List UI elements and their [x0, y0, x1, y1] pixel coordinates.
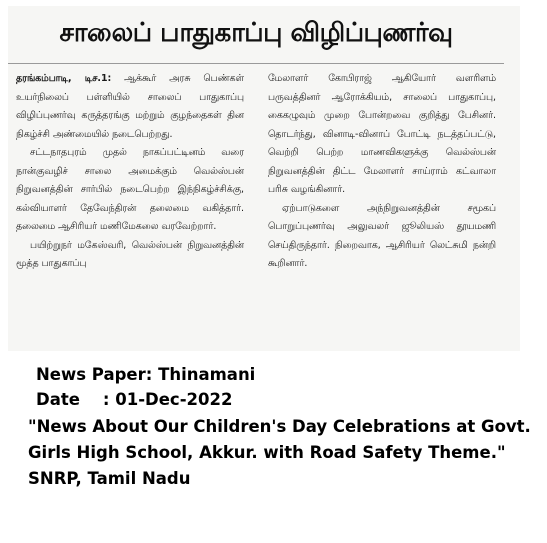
article-paragraph [16, 70, 244, 144]
caption-block [28, 362, 543, 492]
article-paragraph: சட்டநாதபுரம் முதல் நாகப்பட்டினம் வரை நான்குவழிச் சாலை அமைக்கும் வெல்ஸ்பன் நிறுவனத்தின் சார்பில் நடைபெற்ற இந்நிகழ்ச்சிக்கு, கல்வியாளர் தேவேந்திரன் தலைமை வகித்தார். தலைமை ஆசிரியர் மணிமேகலை வரவேற்றார். [16, 147, 244, 232]
caption-title: "News About Our Children's Day Celebrations at Govt. Girls High School, Akkur. with Road Safety Theme." SNRP, Tamil Nadu [28, 417, 531, 488]
article-headline: சாலைப் பாதுகாப்பு விழிப்புணர்வு [59, 18, 453, 48]
article-paragraph: மேலாளர் கோபிராஜ் ஆகியோர் வளரிளம் பருவத்தினர் ஆரோக்கியம், சாலைப் பாதுகாப்பு, கைகழுவும் முறை போன்றவை குறித்து பேசினர். தொடர்ந்து, வினாடி-வினாப் போட்டி நடத்தப்பட்டு, வெற்றி பெற்ற மாணவிகளுக்கு வெல்ஸ்பன் நிறுவனத்தின் திட்ட மேலாளர் சாய்ராம் கட்வாலா பரிசு வழங்கினார். [268, 73, 496, 195]
article-left-column [16, 70, 244, 274]
headline-divider [8, 63, 504, 64]
newspaper-name: News Paper: Thinamani [36, 365, 256, 384]
paragraph-text: ஆக்கூர் அரசு பெண்கள் உயர்நிலைப் பள்ளியில் சாலைப் பாதுகாப்பு விழிப்புணர்வு கருத்தரங்கு மற்றும் குழந்தைகள் தின நிகழ்ச்சி அண்மையில் நடைபெற்றது. [16, 73, 244, 140]
article-paragraph: ஏற்பாடுகளை அந்நிறுவனத்தின் சமூகப் பொறுப்புணர்வு அலுவலர் ஜூலியஸ் தூயமணி செய்திருந்தார். நிறைவாக, ஆசிரியர் லெட்சுமி நன்றி கூறினார். [268, 202, 496, 269]
article-paragraph: பயிற்றுநர் மகேஸ்வரி, வெல்ஸ்பன் நிறுவனத்தின் மூத்த பாதுகாப்பு [16, 239, 244, 269]
publish-date: Date : 01-Dec-2022 [36, 390, 233, 409]
article-dateline: தரங்கம்பாடி, டிச.1: [16, 73, 112, 84]
article-right-column [268, 70, 496, 274]
